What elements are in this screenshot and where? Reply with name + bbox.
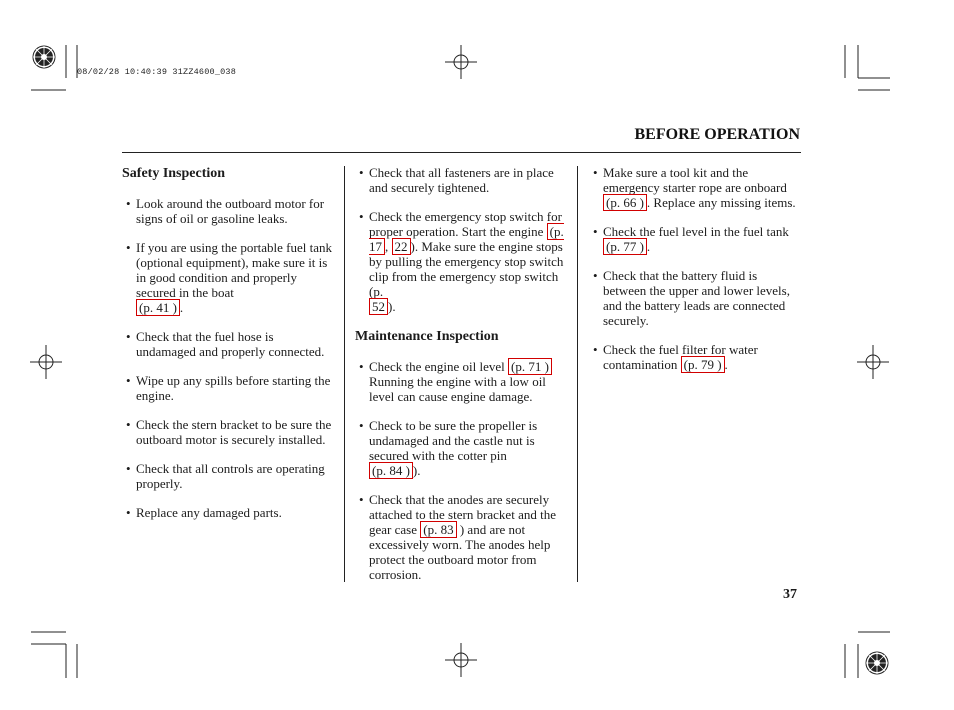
item-text: Check the fuel level in the fuel tank [603, 224, 789, 239]
column-maintenance [355, 165, 567, 596]
list-item [355, 165, 567, 195]
item-text: . [646, 239, 651, 254]
list-item [122, 196, 334, 226]
item-text: , [385, 239, 389, 254]
list-item [355, 418, 567, 478]
item-text: . [179, 300, 184, 315]
list-item [589, 268, 803, 328]
page-reference-link[interactable]: (p. 79 ) [681, 356, 725, 373]
item-text: ). Make sure the engine stops by pulling the emergency stop switch clip from the emergency stop switch (p. [369, 239, 564, 299]
checklist-continued [355, 165, 567, 314]
item-text: If you are using the portable fuel tank (optional equipment), make sure it is in good condition and properly secured in the boat [136, 240, 333, 300]
item-text: Check that all fasteners are in place and securely tightened. [369, 165, 554, 195]
item-text: Check the fuel filter for water contamination [603, 342, 758, 372]
page-reference-link[interactable]: (p. 71 ) [508, 358, 552, 375]
page-reference-link[interactable]: (p. 17 [369, 224, 564, 254]
page-reference-link[interactable]: (p. 41 ) [136, 299, 180, 316]
page-reference-link[interactable]: (p. 66 ) [603, 194, 647, 211]
list-item [122, 461, 334, 491]
item-text: Check that all controls are operating properly. [136, 461, 325, 491]
item-text: Check that the anodes are securely attached to the stern bracket and the gear case [369, 492, 556, 537]
item-text: Make sure a tool kit and the emergency starter rope are onboard [603, 165, 787, 195]
item-text: ). [412, 463, 421, 478]
print-stamp: 08/02/28 10:40:39 31ZZ4600_038 [77, 67, 237, 77]
column-safety [122, 165, 334, 534]
list-item [122, 329, 334, 359]
list-item [122, 505, 334, 520]
item-text: Replace any damaged parts. [136, 505, 282, 520]
page-number: 37 [783, 587, 797, 602]
item-text: ) and are not excessively worn. The anodes help protect the outboard motor from corrosion. [369, 522, 551, 582]
item-text: Check that the battery fluid is between the upper and lower levels, and the battery leads are connected securely. [603, 268, 790, 328]
column-divider [577, 166, 578, 582]
column-checks [589, 165, 803, 386]
list-item [122, 417, 334, 447]
list-item [355, 209, 567, 314]
item-text: Check the stern bracket to be sure the outboard motor is securely installed. [136, 417, 332, 447]
list-item [589, 342, 803, 372]
page-reference-link[interactable]: (p. 83 [420, 521, 456, 538]
item-text: . Replace any missing items. [646, 195, 796, 210]
item-text: Check that the fuel hose is undamaged and properly connected. [136, 329, 325, 359]
list-item [589, 224, 803, 254]
item-text: Wipe up any spills before starting the engine. [136, 373, 331, 403]
page-reference-link[interactable]: (p. 77 ) [603, 238, 647, 255]
checklist-final [589, 165, 803, 372]
item-text: Running the engine with a low oil level can cause engine damage. [369, 374, 546, 404]
safety-checklist [122, 196, 334, 520]
item-text: Check the emergency stop switch for proper operation. Start the engine [369, 209, 562, 239]
header-rule [122, 152, 801, 153]
page-reference-link[interactable]: 22 [392, 238, 411, 255]
column-divider [344, 166, 345, 582]
item-text: ). [388, 299, 396, 314]
section-title: BEFORE OPERATION [634, 126, 800, 143]
maintenance-inspection-heading: Maintenance Inspection [355, 329, 499, 344]
safety-inspection-heading: Safety Inspection [122, 166, 226, 181]
list-item [122, 373, 334, 403]
list-item [355, 492, 567, 582]
item-text: Look around the outboard motor for signs of oil or gasoline leaks. [136, 196, 325, 226]
maintenance-checklist [355, 359, 567, 582]
item-text: Check to be sure the propeller is undamaged and the castle nut is secured with the cotter pin [369, 418, 538, 463]
item-text: . [724, 357, 728, 372]
list-item [589, 165, 803, 210]
page-reference-link[interactable]: 52 [369, 298, 388, 315]
item-text: Check the engine oil level [369, 359, 505, 374]
list-item [355, 359, 567, 404]
list-item [122, 240, 334, 315]
page-reference-link[interactable]: (p. 84 ) [369, 462, 413, 479]
